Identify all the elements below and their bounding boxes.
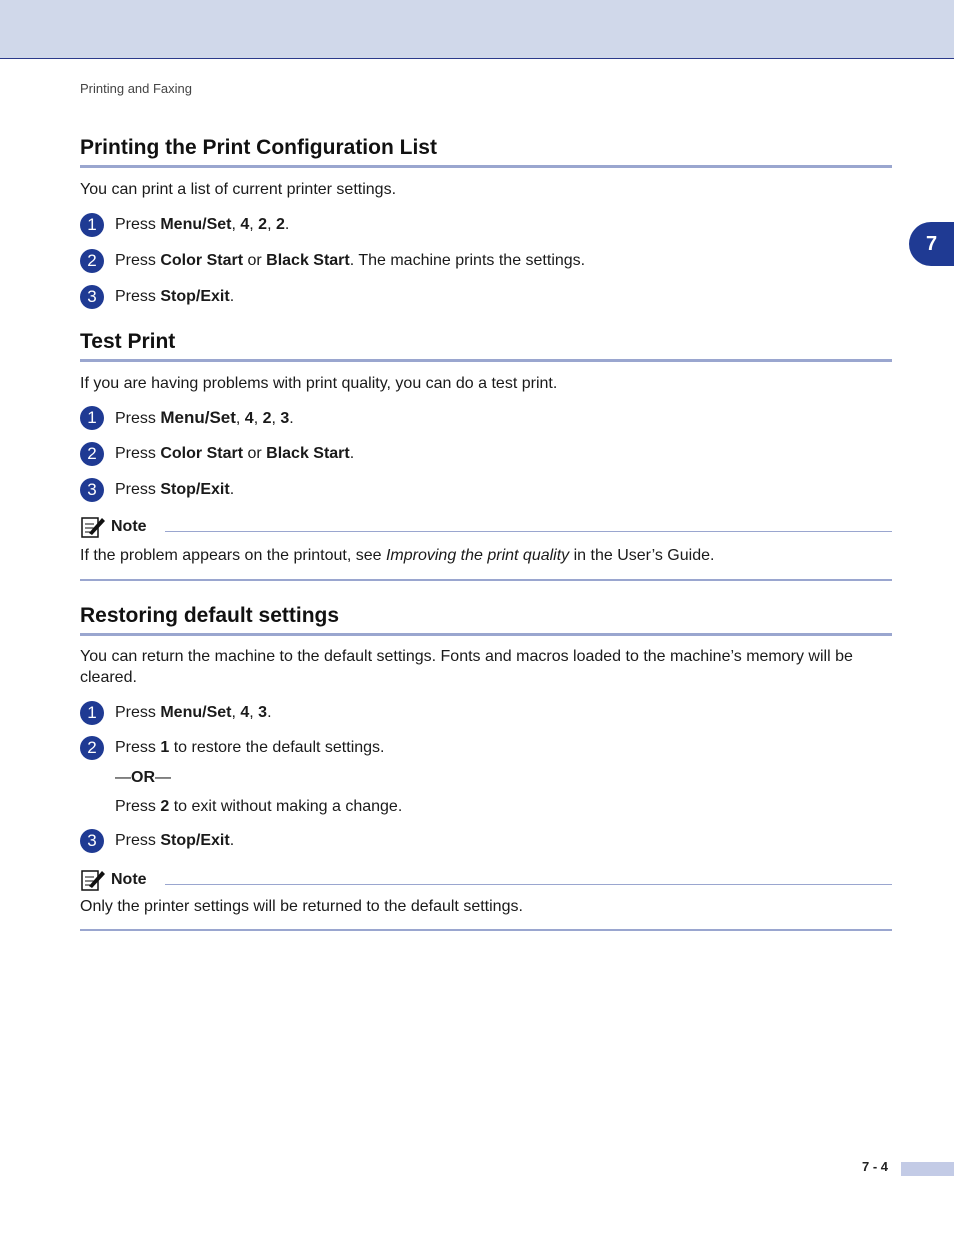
page-number-bar (901, 1162, 954, 1176)
running-head: Printing and Faxing (80, 81, 193, 96)
chapter-tab[interactable] (909, 222, 954, 266)
section-intro: You can return the machine to the default settings. Fonts and macros loaded to the machine’s memory will be cleared. (80, 648, 853, 686)
step-number-badge: 3 (80, 829, 104, 853)
step-item (80, 701, 272, 725)
key-label: 4 (240, 704, 250, 721)
or-separator: —OR— (115, 769, 171, 786)
note-bottom-rule (80, 579, 892, 581)
step-text: Press Menu/Set, 4, 2, 3. (115, 407, 294, 427)
step-item (80, 442, 354, 466)
key-label: 2 (160, 798, 170, 815)
key-label: Black Start (266, 252, 350, 269)
step-item (80, 829, 234, 853)
key-label: Stop/Exit (160, 481, 230, 498)
step-number-badge: 2 (80, 249, 104, 273)
step-item (80, 736, 384, 760)
key-label: 3 (258, 704, 268, 721)
guide-reference: Improving the print quality (385, 547, 570, 564)
page-number: 7 - 4 (862, 1159, 889, 1174)
step-text: Press Menu/Set, 4, 3. (115, 704, 272, 721)
key-label: Black Start (266, 445, 350, 462)
step-item (80, 478, 234, 502)
step-number-badge: 1 (80, 213, 104, 237)
key-label: 2 (258, 216, 268, 233)
note-text: Only the printer settings will be returned to the default settings. (80, 898, 523, 915)
section-title-test-print: Test Print (80, 329, 892, 362)
note-divider (165, 531, 892, 532)
step-item (80, 406, 294, 430)
step-text: Press Color Start or Black Start. (115, 445, 355, 462)
section-title-print-config: Printing the Print Configuration List (80, 135, 892, 168)
step-text: Press 1 to restore the default settings. (115, 739, 385, 756)
note-pencil-icon (80, 868, 106, 892)
step-text: Press Color Start or Black Start. The machine prints the settings. (115, 252, 586, 269)
section-title-restore-defaults: Restoring default settings (80, 603, 892, 636)
step-item (80, 285, 234, 309)
step-number-badge: 3 (80, 478, 104, 502)
key-label: Stop/Exit (160, 832, 230, 849)
note-bottom-rule (80, 929, 892, 931)
key-label: 2 (262, 409, 272, 427)
note-divider (165, 884, 892, 885)
step-item (80, 213, 289, 237)
key-label: 3 (280, 409, 290, 427)
section-intro: If you are having problems with print quality, you can do a test print. (80, 375, 558, 392)
note-header (80, 514, 892, 540)
step-text: Press Stop/Exit. (115, 481, 235, 498)
step-item (80, 249, 585, 273)
key-label: Color Start (160, 252, 244, 269)
step-text: Press Menu/Set, 4, 2, 2. (115, 216, 290, 233)
step-number-badge: 2 (80, 442, 104, 466)
key-label: 4 (244, 409, 254, 427)
key-label: Menu/Set (160, 704, 232, 721)
key-label: 1 (160, 739, 170, 756)
key-label: Color Start (160, 445, 244, 462)
note-label: Note (111, 518, 147, 535)
key-label: 4 (240, 216, 250, 233)
note-text: If the problem appears on the printout, see Improving the print quality in the User’s Guide. (80, 547, 715, 564)
step-text: Press Stop/Exit. (115, 832, 235, 849)
step-number-badge: 2 (80, 736, 104, 760)
note-label: Note (111, 871, 147, 888)
key-label: Stop/Exit (160, 288, 230, 305)
key-label: Menu/Set (160, 216, 232, 233)
key-label: Menu/Set (160, 407, 236, 427)
note-pencil-icon (80, 515, 106, 539)
step-number-badge: 1 (80, 406, 104, 430)
top-header-band (0, 0, 954, 59)
step-number-badge: 1 (80, 701, 104, 725)
note-header (80, 867, 892, 893)
key-label: 2 (275, 216, 285, 233)
step-number-badge: 3 (80, 285, 104, 309)
section-intro: You can print a list of current printer settings. (80, 181, 397, 198)
alternate-step-text: Press 2 to exit without making a change. (115, 798, 403, 815)
chapter-tab-number: 7 (925, 232, 938, 255)
step-text: Press Stop/Exit. (115, 288, 235, 305)
